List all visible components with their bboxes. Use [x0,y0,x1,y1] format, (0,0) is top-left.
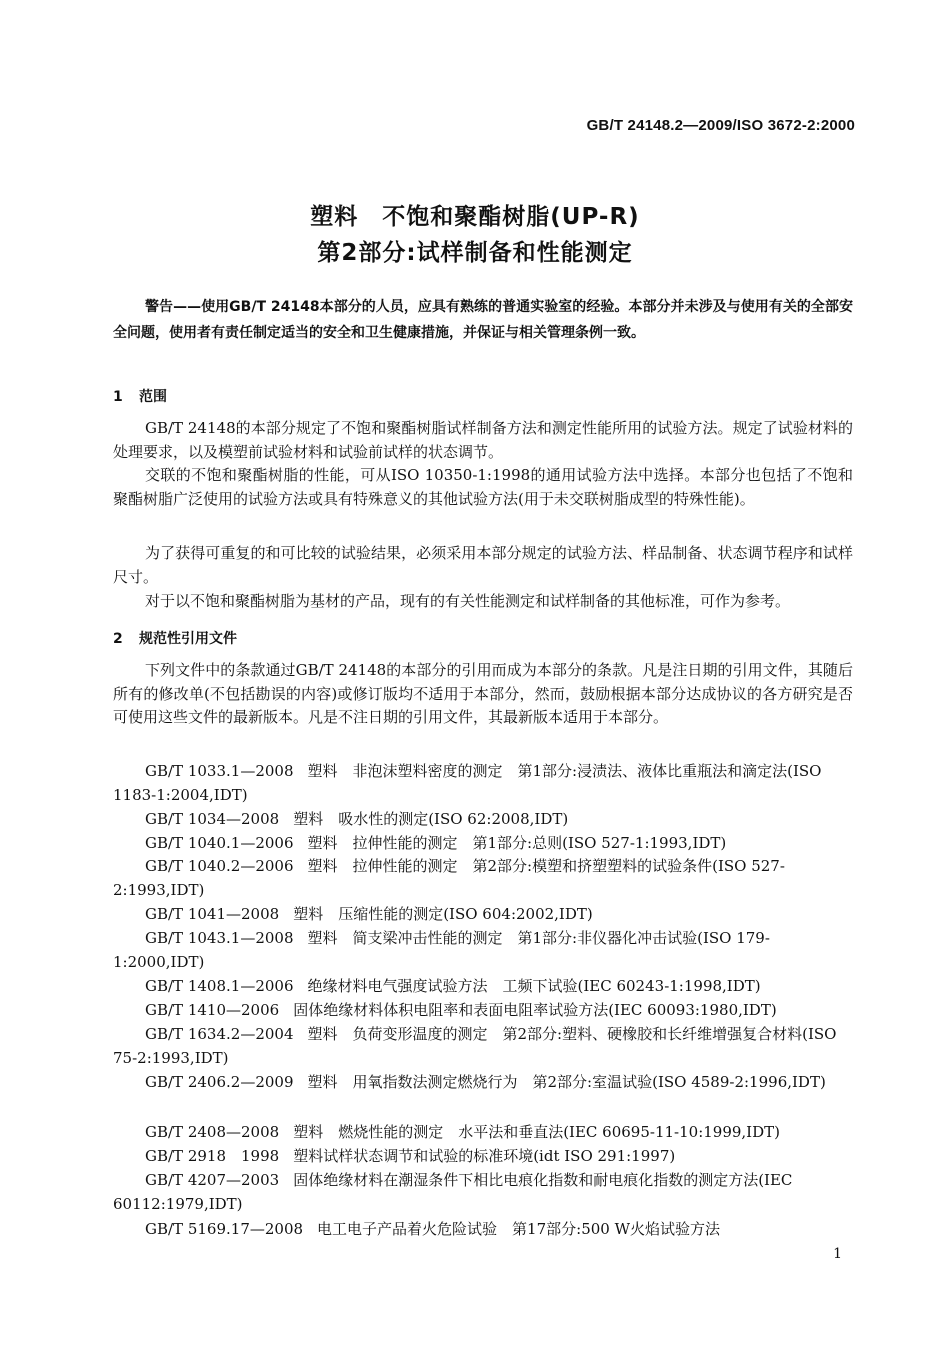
reference-title: 绝缘材料电气强度试验方法 工频下试验(IEC 60243-1:1998,IDT) [307,977,761,995]
document-title-line2: 第2部分:试样制备和性能测定 [317,240,633,266]
reference-item [113,1145,853,1169]
section-1-heading [113,386,167,406]
section-2-number: 2 [113,631,123,647]
standard-code-header: GB/T 24148.2—2009/ISO 3672-2:2000 [586,117,855,134]
reference-item [113,927,853,974]
reference-code: GB/T 1034—2008 [145,810,280,828]
reference-title: 塑料 用氧指数法测定燃烧行为 第2部分:室温试验(ISO 4589-2:1996,IDT) [307,1073,826,1091]
reference-title: 固体绝缘材料体积电阻率和表面电阻率试验方法(IEC 60093:1980,IDT) [293,1001,777,1019]
reference-title: 电工电子产品着火危险试验 第17部分:500 W火焰试验方法 [317,1220,721,1238]
reference-item [113,1218,853,1242]
reference-title: 固体绝缘材料在潮湿条件下相比电痕化指数和耐电痕化指数的测定方法(IEC 60112:1979,IDT) [113,1171,793,1213]
reference-code: GB/T 2406.2—2009 [145,1073,294,1091]
reference-item [113,1121,853,1145]
reference-item [113,1169,853,1216]
reference-title: 塑料 燃烧性能的测定 水平法和垂直法(IEC 60695-11-10:1999,IDT) [293,1123,780,1141]
reference-item [113,999,853,1023]
reference-code: GB/T 5169.17—2008 [145,1220,304,1238]
section-1-title: 范围 [139,389,167,405]
reference-title: 塑料 简支梁冲击性能的测定 第1部分:非仪器化冲击试验(ISO 179-1:2000,IDT) [113,929,770,971]
section-1-number: 1 [113,389,123,405]
scope-paragraph-3: 为了获得可重复的和可比较的试验结果，必须采用本部分规定的试验方法、样品制备、状态调节程序和试样尺寸。 [113,544,853,586]
reference-item [113,903,853,927]
scope-paragraph-4: 对于以不饱和聚酯树脂为基材的产品，现有的有关性能测定和试样制备的其他标准，可作为参考。 [145,592,791,610]
reference-title: 塑料 吸水性的测定(ISO 62:2008,IDT) [293,810,569,828]
reference-code: GB/T 1410—2006 [145,1001,280,1019]
reference-code: GB/T 1408.1—2006 [145,977,294,995]
reference-code: GB/T 1043.1—2008 [145,929,294,947]
section-2-title: 规范性引用文件 [139,631,237,647]
reference-item [113,760,853,807]
reference-code: GB/T 1033.1—2008 [145,762,294,780]
reference-item [113,975,853,999]
scope-paragraph-2: 交联的不饱和聚酯树脂的性能，可从ISO 10350-1:1998的通用试验方法中选择。本部分也包括了不饱和聚酯树脂广泛使用的试验方法或具有特殊意义的其他试验方法(用于未交联树脂成型的特殊性能)。 [113,466,853,508]
reference-code: GB/T 1041—2008 [145,905,280,923]
references-intro: 下列文件中的条款通过GB/T 24148的本部分的引用而成为本部分的条款。凡是注日期的引用文件，其随后所有的修改单(不包括勘误的内容)或修订版均不适用于本部分，然而，鼓励根据本部分达成协议的各方研究是否可使用这些文件的最新版本。凡是不注日期的引用文件，其最新版本适用于本部分。 [113,661,853,726]
reference-title: 塑料 非泡沫塑料密度的测定 第1部分:浸渍法、液体比重瓶法和滴定法(ISO 1183-1:2004,IDT) [113,762,822,804]
reference-code: GB/T 1634.2—2004 [145,1025,294,1043]
warning-paragraph: 警告——使用GB/T 24148本部分的人员，应具有熟练的普通实验室的经验。本部分并未涉及与使用有关的全部安全问题，使用者有责任制定适当的安全和卫生健康措施，并保证与相关管理条例一致。 [113,299,853,341]
section-2-heading [113,628,237,648]
reference-item [113,1071,853,1095]
reference-item [113,855,853,902]
reference-code: GB/T 4207—2003 [145,1171,280,1189]
reference-title: 塑料试样状态调节和试验的标准环境(idt ISO 291:1997) [293,1147,676,1165]
reference-item [113,808,853,832]
reference-title: 塑料 压缩性能的测定(ISO 604:2002,IDT) [293,905,593,923]
reference-item [113,832,853,856]
reference-code: GB/T 1040.2—2006 [145,857,294,875]
reference-title: 塑料 负荷变形温度的测定 第2部分:塑料、硬橡胶和长纤维增强复合材料(ISO 75-2:1993,IDT) [113,1025,837,1067]
reference-code: GB/T 2408—2008 [145,1123,280,1141]
reference-code: GB/T 1040.1—2006 [145,834,294,852]
reference-title: 塑料 拉伸性能的测定 第1部分:总则(ISO 527-1:1993,IDT) [307,834,727,852]
page-number: 1 [833,1246,842,1262]
document-title-line1: 塑料 不饱和聚酯树脂(UP-R) [310,204,640,230]
scope-paragraph-1: GB/T 24148的本部分规定了不饱和聚酯树脂试样制备方法和测定性能所用的试验方法。规定了试验材料的处理要求，以及模塑前试验材料和试验前试样的状态调节。 [113,419,853,461]
reference-item [113,1023,853,1070]
reference-title: 塑料 拉伸性能的测定 第2部分:模塑和挤塑塑料的试验条件(ISO 527-2:1993,IDT) [113,857,785,899]
reference-code: GB/T 2918 1998 [145,1147,280,1165]
